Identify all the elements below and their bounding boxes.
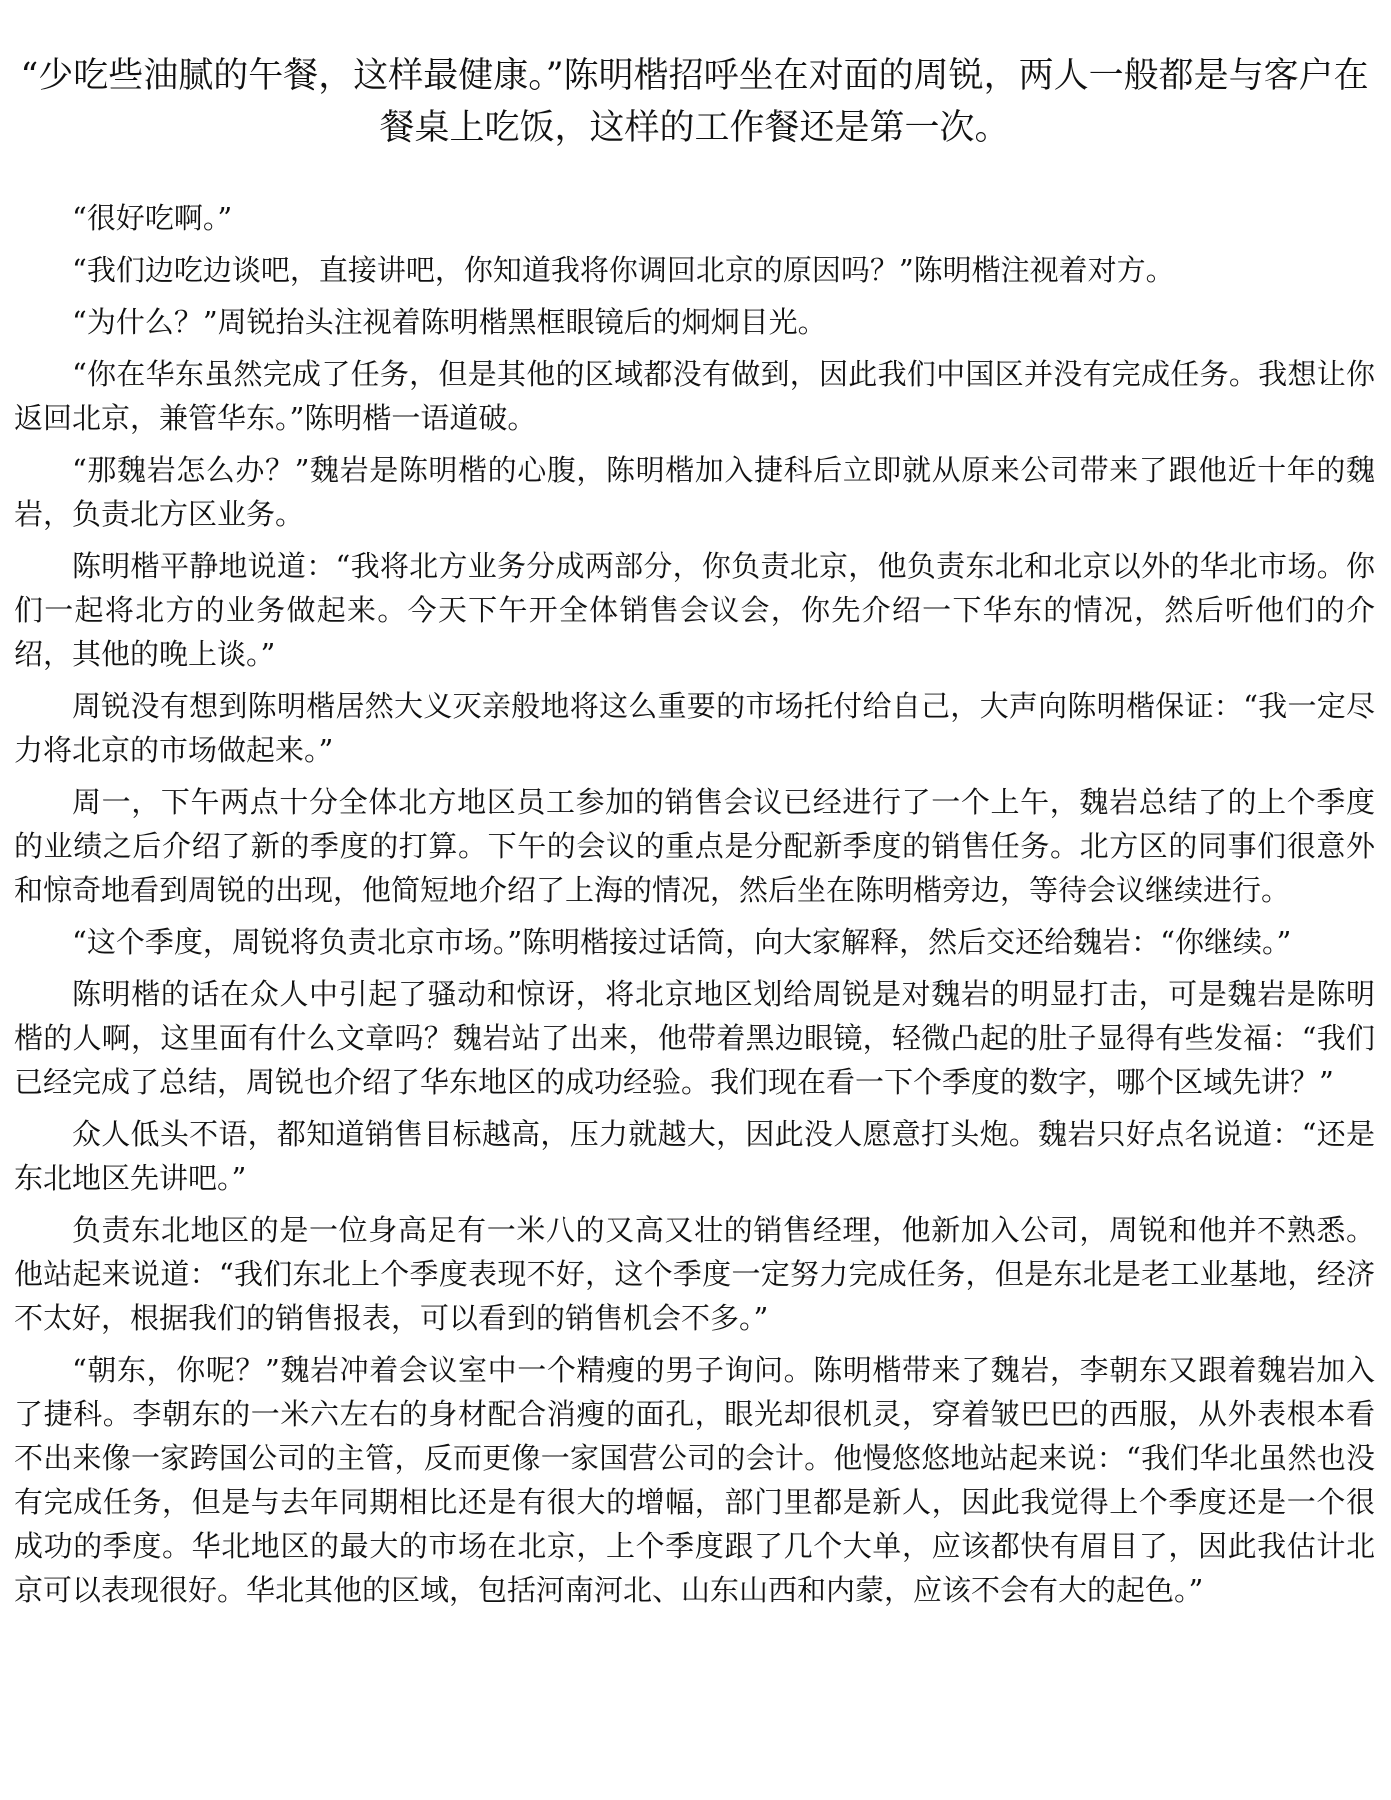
paragraph-3: “为什么？”周锐抬头注视着陈明楷黑框眼镜后的炯炯目光。 xyxy=(72,305,827,339)
paragraph-4: “你在华东虽然完成了任务，但是其他的区域都没有做到，因此我们中国区并没有完成任务。我想让你返回北京，兼管华东。”陈明楷一语道破。 xyxy=(14,357,1375,435)
paragraph-1: “很好吃啊。” xyxy=(72,201,233,235)
document-body xyxy=(14,196,1375,1612)
paragraph-11: 众人低头不语，都知道销售目标越高，压力就越大，因此没人愿意打头炮。魏岩只好点名说道：“还是东北地区先讲吧。” xyxy=(14,1117,1375,1195)
paragraph-5: “那魏岩怎么办？”魏岩是陈明楷的心腹，陈明楷加入捷科后立即就从原来公司带来了跟他近十年的魏岩，负责北方区业务。 xyxy=(14,453,1375,531)
paragraph-8: 周一，下午两点十分全体北方地区员工参加的销售会议已经进行了一个上午，魏岩总结了的上个季度的业绩之后介绍了新的季度的打算。下午的会议的重点是分配新季度的销售任务。北方区的同事们很意外和惊奇地看到周锐的出现，他简短地介绍了上海的情况，然后坐在陈明楷旁边，等待会议继续进行。 xyxy=(14,785,1375,907)
paragraph-7: 周锐没有想到陈明楷居然大义灭亲般地将这么重要的市场托付给自己，大声向陈明楷保证：“我一定尽力将北京的市场做起来。” xyxy=(14,689,1375,767)
paragraph-13: “朝东，你呢？”魏岩冲着会议室中一个精瘦的男子询问。陈明楷带来了魏岩，李朝东又跟着魏岩加入了捷科。李朝东的一米六左右的身材配合消瘦的面孔，眼光却很机灵，穿着皱巴巴的西服，从外表根本看不出来像一家跨国公司的主管，反而更像一家国营公司的会计。他慢悠悠地站起来说：“我们华北虽然也没有完成任务，但是与去年同期相比还是有很大的增幅，部门里都是新人，因此我觉得上个季度还是一个很成功的季度。华北地区的最大的市场在北京，上个季度跟了几个大单，应该都快有眉目了，因此我估计北京可以表现很好。华北其他的区域，包括河南河北、山东山西和内蒙，应该不会有大的起色。” xyxy=(14,1353,1375,1607)
paragraph-6: 陈明楷平静地说道：“我将北方业务分成两部分，你负责北京，他负责东北和北京以外的华北市场。你们一起将北方的业务做起来。今天下午开全体销售会议会，你先介绍一下华东的情况，然后听他们的介绍，其他的晚上谈。” xyxy=(14,549,1375,671)
document-title: “少吃些油腻的午餐，这样最健康。”陈明楷招呼坐在对面的周锐，两人一般都是与客户在餐桌上吃饭，这样的工作餐还是第一次。 xyxy=(20,56,1369,148)
paragraph-9: “这个季度，周锐将负责北京市场。”陈明楷接过话筒，向大家解释，然后交还给魏岩：“你继续。” xyxy=(72,925,1292,959)
paragraph-12: 负责东北地区的是一位身高足有一米八的又高又壮的销售经理，他新加入公司，周锐和他并不熟悉。他站起来说道：“我们东北上个季度表现不好，这个季度一定努力完成任务，但是东北是老工业基地，经济不太好，根据我们的销售报表，可以看到的销售机会不多。” xyxy=(14,1213,1375,1335)
paragraph-2: “我们边吃边谈吧，直接讲吧，你知道我将你调回北京的原因吗？”陈明楷注视着对方。 xyxy=(72,253,1175,287)
paragraph-10: 陈明楷的话在众人中引起了骚动和惊讶，将北京地区划给周锐是对魏岩的明显打击，可是魏岩是陈明楷的人啊，这里面有什么文章吗？魏岩站了出来，他带着黑边眼镜，轻微凸起的肚子显得有些发福：“我们已经完成了总结，周锐也介绍了华东地区的成功经验。我们现在看一下个季度的数字，哪个区域先讲？” xyxy=(14,977,1375,1099)
